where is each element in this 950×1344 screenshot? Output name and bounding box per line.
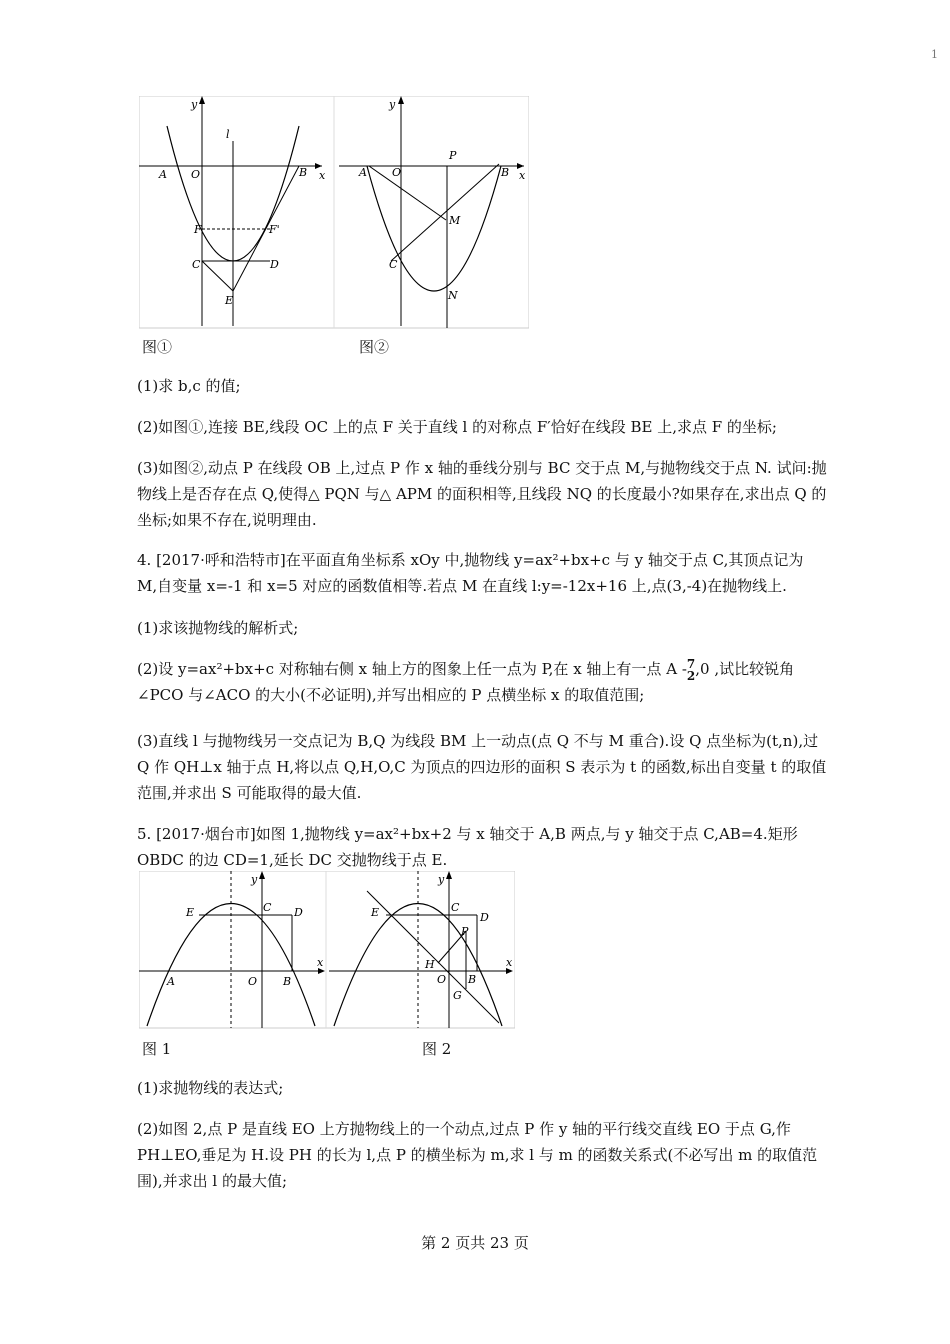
fig2-N-label: N <box>448 289 458 302</box>
q4-frac-coord: ,0 <box>695 660 710 678</box>
fig1-Fp-label: F' <box>269 223 280 236</box>
page-footer: 第 2 页共 23 页 <box>421 1234 529 1252</box>
q5f1-y-label: y <box>251 873 258 886</box>
q4-intro: 4. [2017·呼和浩特市]在平面直角坐标系 xOy 中,抛物线 y=ax²+bx+c 与 y 轴交于点 C,其顶点记为 M,自变量 x=-1 和 x=5 对应的函数值相等.若点 M 在直线 l:y=-12x+16 上,点(3,-4)在抛物线上. <box>137 551 804 595</box>
figure-q5 <box>139 871 515 1029</box>
fig1-x-label: x <box>319 169 326 182</box>
fig1-F-label: F <box>194 223 202 236</box>
figure-1-plot <box>139 96 326 326</box>
q3-part-2: (2)如图①,连接 BE,线段 OC 上的点 F 关于直线 l 的对称点 F′恰好在线段 BE 上,求点 F 的坐标; <box>137 418 777 436</box>
figure-1 <box>139 96 529 331</box>
q5f2-O-label: O <box>437 973 447 986</box>
q4-part-2 <box>137 656 827 708</box>
q4-frac-num: 7 <box>686 657 696 671</box>
fig1-l-label: l <box>226 128 230 141</box>
q3-part-3: (3)如图②,动点 P 在线段 OB 上,过点 P 作 x 轴的垂线分别与 BC 交于点 M,与抛物线交于点 N. 试问:抛物线上是否存在点 Q,使得△ PQN 与△ APM 的面积相等,且线段 NQ 的长度最小?如果存在,求出点 Q 的坐标;如果不存在,说明理由. <box>137 459 827 529</box>
fig2-x-label: x <box>519 169 526 182</box>
q5f1-C-label: C <box>263 901 272 914</box>
q5-intro: 5. [2017·烟台市]如图 1,抛物线 y=ax²+bx+2 与 x 轴交于 A,B 两点,与 y 轴交于点 C,AB=4.矩形 OBDC 的边 CD=1,延长 DC 交抛物线于点 E. <box>137 825 798 869</box>
q4-part-3: (3)直线 l 与抛物线另一交点记为 B,Q 为线段 BM 上一动点(点 Q 不与 M 重合).设 Q 点坐标为(t,n),过 Q 作 QH⊥x 轴于点 H,将以点 Q,H,O,C 为顶点的四边形的面积 S 表示为 t 的函数,标出自变量 t 的取值范围,并求出 S 可能取得的最大值. <box>137 732 827 802</box>
q5-figure-2-caption: 图 2 <box>422 1040 452 1058</box>
q5f1-O-label: O <box>248 975 258 988</box>
fig2-M-label: M <box>449 214 461 227</box>
q4-frac-minus: - <box>681 660 687 678</box>
q5-part-2: (2)如图 2,点 P 是直线 EO 上方抛物线上的一个动点,过点 P 作 y 轴的平行线交直线 EO 于点 G,作 PH⊥EO,垂足为 H.设 PH 的长为 l,点 P 的横坐标为 m,求 l 与 m 的函数关系式(不必写出 m 的取值范围),并求出 l 的最大值; <box>137 1120 818 1190</box>
q4-fraction <box>687 658 695 682</box>
q5f2-H-label: H <box>425 958 435 971</box>
q3-part-1: (1)求 b,c 的值; <box>137 377 241 395</box>
q5f2-G-label: G <box>453 989 462 1002</box>
q4-part-2-text-a: (2)设 y=ax²+bx+c 对称轴右侧 x 轴上方的图象上任一点为 P,在 x 轴上有一点 A <box>137 660 678 678</box>
q5f1-x-label: x <box>317 956 324 969</box>
fig2-B-label: B <box>501 166 510 179</box>
q4-part-1: (1)求该抛物线的解析式; <box>137 619 299 637</box>
q4-point-A-coord <box>681 657 715 683</box>
fig2-C-label: C <box>389 258 398 271</box>
fig2-P-label: P <box>449 149 457 162</box>
q5f1-B-label: B <box>283 975 292 988</box>
q5f2-x-label: x <box>506 956 513 969</box>
q5f1-A-label: A <box>167 975 175 988</box>
q5-figure-1-caption: 图 1 <box>142 1040 172 1058</box>
fig1-O-label: O <box>191 168 201 181</box>
figure-2-plot <box>339 96 526 328</box>
q5-figure-1-plot <box>139 871 325 1028</box>
q5f2-C-label: C <box>451 901 460 914</box>
q5f2-B-label: B <box>468 973 477 986</box>
q5f2-E-label: E <box>371 906 380 919</box>
q5f1-E-label: E <box>186 906 195 919</box>
figure-2-caption: 图② <box>359 338 390 356</box>
fig1-A-label: A <box>159 168 167 181</box>
fig1-y-label: y <box>191 98 198 111</box>
fig1-C-label: C <box>192 258 201 271</box>
fig2-A-label: A <box>359 166 367 179</box>
q4-frac-den: 2 <box>686 669 696 683</box>
fig1-D-label: D <box>270 258 279 271</box>
fig2-y-label: y <box>389 98 396 111</box>
q5-part-1: (1)求抛物线的表达式; <box>137 1079 284 1097</box>
fig2-O-label: O <box>392 166 402 179</box>
figure-1-caption: 图① <box>142 338 173 356</box>
fig1-E-label: E <box>225 294 234 307</box>
q5f2-D-label: D <box>480 911 489 924</box>
fig1-B-label: B <box>299 166 308 179</box>
q5f2-P-label: P <box>461 925 469 938</box>
q5f1-D-label: D <box>294 906 303 919</box>
q5f2-y-label: y <box>438 873 445 886</box>
page-corner-mark: 1 <box>931 48 938 61</box>
q4-part-2-text-b: ,试比较锐角∠PCO 与∠ACO 的大小(不必证明),并写出相应的 P 点横坐标 x 的取值范围; <box>137 660 795 704</box>
q5-figure-2-plot <box>329 871 513 1028</box>
